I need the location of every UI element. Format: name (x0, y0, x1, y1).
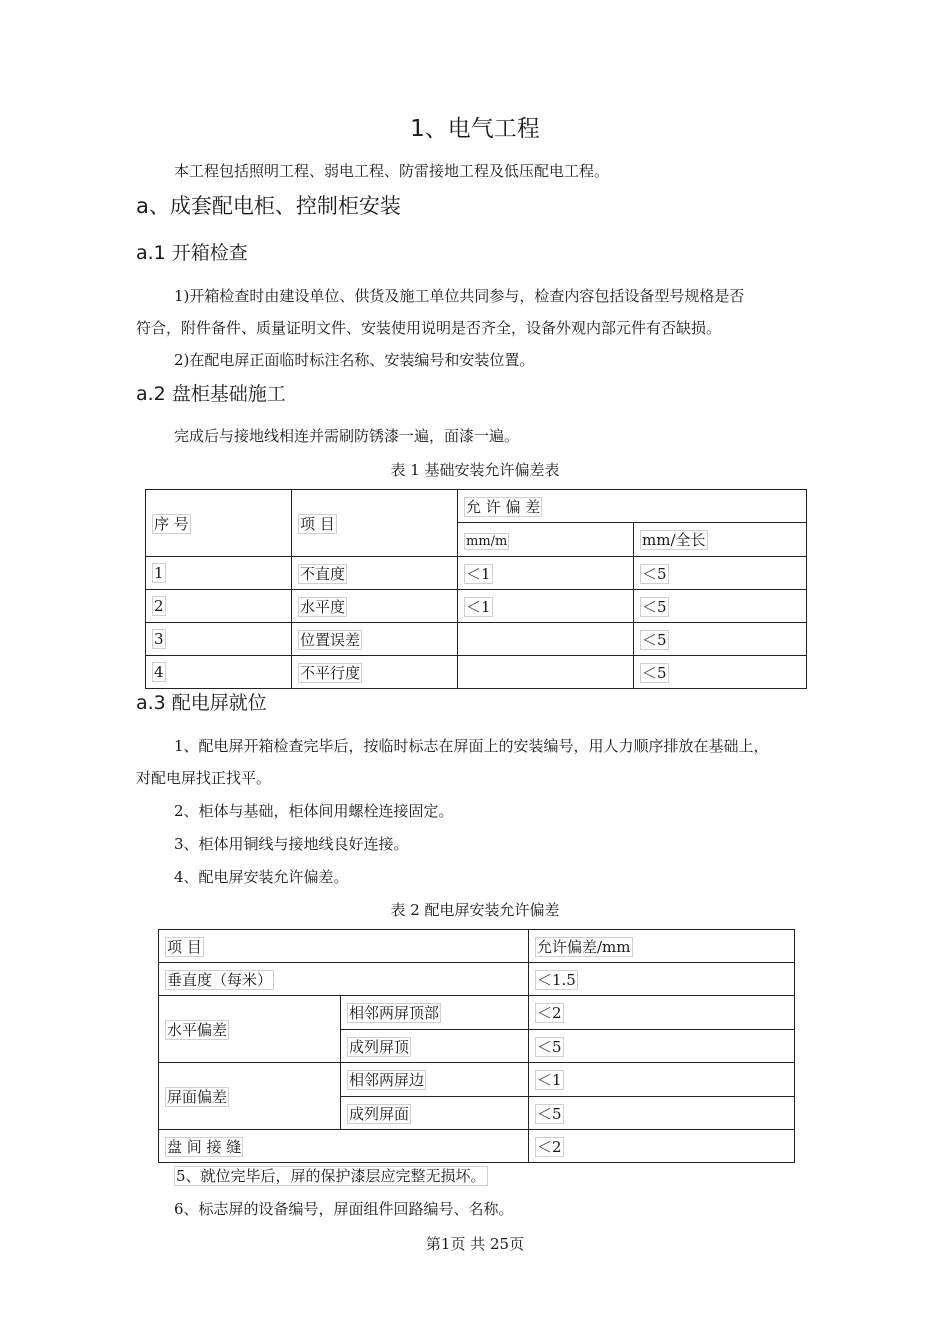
table-1-header-deviation: 允 许 偏 差 (458, 490, 807, 523)
table-2-caption: 表 2 配电屏安装允许偏差 (390, 901, 560, 919)
table-row: 4 不平行度 ＜5 (146, 656, 807, 689)
a3-paragraph-6: 6、标志屏的设备编号，屏面组件回路编号、名称。 (174, 1200, 514, 1218)
a3-paragraph-5: 5、就位完毕后，屏的保护漆层应完整无损坏。 (176, 1167, 486, 1185)
intro-paragraph: 本工程包括照明工程、弱电工程、防雷接地工程及低压配电工程。 (174, 162, 610, 180)
a1-paragraph-2: 2)在配电屏正面临时标注名称、安装编号和安装位置。 (174, 351, 535, 369)
a3-paragraph-3: 3、柜体用铜线与接地线良好连接。 (174, 835, 409, 853)
table-1-header-item: 项 目 (292, 490, 458, 557)
a1-paragraph-1-line-1: 1)开箱检查时由建设单位、供货及施工单位共同参与，检查内容包括设备型号规格是否 (174, 287, 745, 305)
table-1-header-no: 序 号 (146, 490, 292, 557)
table-1 (145, 489, 807, 689)
table-2-header-item: 项 目 (159, 930, 529, 963)
table-1-caption: 表 1 基础安装允许偏差表 (390, 461, 560, 479)
table-1-subheader-mm-m: mm/m (458, 523, 634, 557)
table-row: 水平偏差 相邻两屏顶部 ＜2 (159, 996, 795, 1030)
table-2-header-deviation: 允许偏差/mm (529, 930, 795, 963)
a1-paragraph-1-line-2: 符合，附件备件、质量证明文件、安装使用说明是否齐全，设备外观内部元件有否缺损。 (136, 319, 722, 337)
section-a3-heading: a.3 配电屏就位 (136, 692, 267, 714)
table-1-subheader-mm-total: mm/全长 (634, 523, 807, 557)
table-row: 3 位置误差 ＜5 (146, 623, 807, 656)
section-a2-heading: a.2 盘柜基础施工 (136, 383, 286, 405)
table-row: 垂直度（每米） ＜1.5 (159, 963, 795, 996)
table-2 (158, 929, 795, 1163)
a3-paragraph-1-line-1: 1、配电屏开箱检查完毕后，按临时标志在屏面上的安装编号，用人力顺序排放在基础上， (174, 737, 769, 755)
page-title: 1、电气工程 (410, 116, 540, 142)
a3-paragraph-1-line-2: 对配电屏找正找平。 (136, 769, 272, 787)
a2-paragraph-1: 完成后与接地线相连并需刷防锈漆一遍，面漆一遍。 (174, 427, 520, 445)
section-a-heading: a、成套配电柜、控制柜安装 (136, 194, 401, 218)
section-a1-heading: a.1 开箱检查 (136, 242, 248, 264)
table-row: 2 水平度 ＜1 ＜5 (146, 590, 807, 623)
table-row: 盘 间 接 缝 ＜2 (159, 1130, 795, 1163)
table-row: 屏面偏差 相邻两屏边 ＜1 (159, 1063, 795, 1097)
page-footer: 第1页 共 25页 (425, 1235, 525, 1253)
table-row: 成列屏面 ＜5 (159, 1097, 795, 1130)
a3-paragraph-2: 2、柜体与基础，柜体间用螺栓连接固定。 (174, 802, 454, 820)
a3-paragraph-4: 4、配电屏安装允许偏差。 (174, 868, 349, 886)
table-row: 成列屏顶 ＜5 (159, 1030, 795, 1063)
table-row: 1 不直度 ＜1 ＜5 (146, 557, 807, 590)
